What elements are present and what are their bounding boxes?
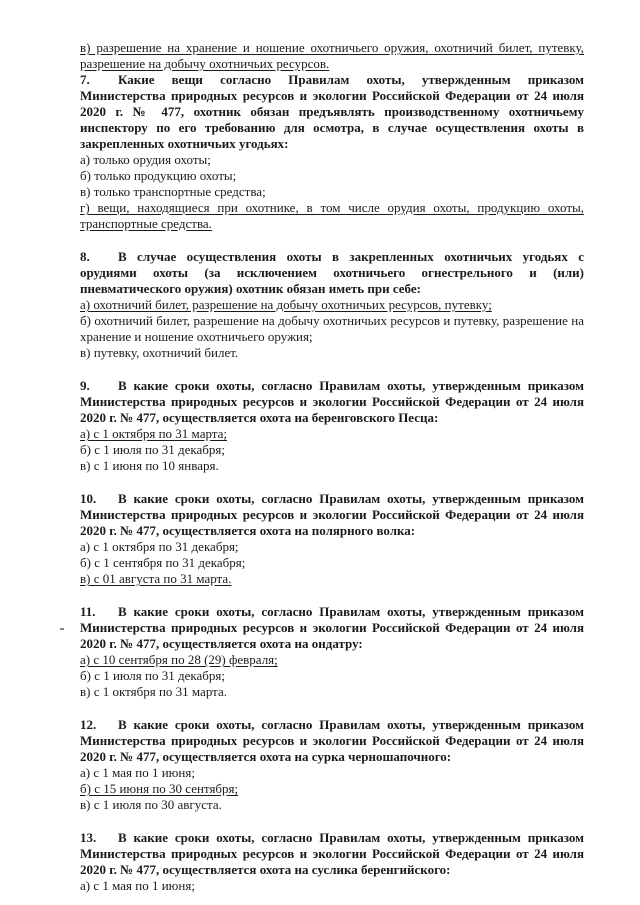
question-body: Какие вещи согласно Правилам охоты, утвержденным приказом Министерства природных ресурсов и экологии Российской Федерации от 24 июля 2020 г. № 477, охотник обязан предъявлять производственному охотничьему инспектору по его требованию для осмотра, в случае осуществления охоты в закрепленных охотничьих угодьях:	[80, 72, 584, 151]
answer-option: б) охотничий билет, разрешение на добычу охотничьих ресурсов и путевку, разрешение на хранение и ношение охотничьего оружия;	[80, 313, 584, 344]
answer-option: а) с 1 мая по 1 июня;	[80, 878, 195, 893]
answer-option-correct: г) вещи, находящиеся при охотнике, в том числе орудия охоты, продукцию охоты, транспортные средства.	[80, 200, 584, 231]
question-number: 10.	[80, 491, 97, 506]
question-number: 9.	[80, 378, 90, 393]
question-body: В какие сроки охоты, согласно Правилам охоты, утвержденным приказом Министерства природных ресурсов и экологии Российской Федерации от 24 июля 2020 г. № 477, осуществляется охота на беренговского Песца:	[80, 378, 584, 425]
question-body: В какие сроки охоты, согласно Правилам охоты, утвержденным приказом Министерства природных ресурсов и экологии Российской Федерации от 24 июля 2020 г. № 477, осуществляется охота на ондатру:	[80, 604, 584, 651]
answer-option-correct: б) с 15 июня по 30 сентября;	[80, 781, 239, 796]
intro-answer-continuation: в) разрешение на хранение и ношение охотничьего оружия, охотничий билет, путевку, разрешение на добычу охотничьих ресурсов.	[80, 40, 584, 71]
question-number: 12.	[80, 717, 97, 732]
scan-mark	[60, 628, 64, 630]
answer-option: а) только орудия охоты;	[80, 152, 211, 167]
answer-option: б) с 1 сентября по 31 декабря;	[80, 555, 246, 570]
answer-option-correct: а) с 1 октября по 31 марта;	[80, 426, 228, 441]
question-11	[80, 604, 584, 700]
question-number: 7.	[80, 72, 90, 87]
answer-option-correct: а) с 10 сентября по 28 (29) февраля;	[80, 652, 278, 667]
answer-option: б) с 1 июля по 31 декабря;	[80, 668, 225, 683]
question-list	[80, 72, 584, 894]
question-text	[80, 491, 584, 539]
question-number: 8.	[80, 249, 90, 264]
question-9	[80, 378, 584, 474]
answer-option: а) с 1 октября по 31 декабря;	[80, 539, 239, 554]
answer-option: б) только продукцию охоты;	[80, 168, 237, 183]
question-text	[80, 830, 584, 878]
answer-option: в) только транспортные средства;	[80, 184, 266, 199]
question-10	[80, 491, 584, 587]
question-number: 13.	[80, 830, 97, 845]
answer-option: в) путевку, охотничий билет.	[80, 345, 239, 360]
question-text	[80, 249, 584, 297]
answer-option: а) с 1 мая по 1 июня;	[80, 765, 195, 780]
question-text	[80, 604, 584, 652]
question-number: 11.	[80, 604, 96, 619]
answer-option-correct: в) с 01 августа по 31 марта.	[80, 571, 232, 586]
question-8	[80, 249, 584, 361]
question-13	[80, 830, 584, 894]
question-text	[80, 378, 584, 426]
question-body: В какие сроки охоты, согласно Правилам охоты, утвержденным приказом Министерства природных ресурсов и экологии Российской Федерации от 24 июля 2020 г. № 477, осуществляется охота на сурка черношапочного:	[80, 717, 584, 764]
question-7	[80, 72, 584, 232]
answer-option: б) с 1 июля по 31 декабря;	[80, 442, 225, 457]
question-text	[80, 717, 584, 765]
question-body: В какие сроки охоты, согласно Правилам охоты, утвержденным приказом Министерства природных ресурсов и экологии Российской Федерации от 24 июля 2020 г. № 477, осуществляется охота на полярного волка:	[80, 491, 584, 538]
question-body: В случае осуществления охоты в закрепленных охотничьих угодьях с орудиями охоты (за исключением охотничьего огнестрельного и (или) пневматического оружия) охотник обязан иметь при себе:	[80, 249, 584, 296]
question-text	[80, 72, 584, 152]
question-body: В какие сроки охоты, согласно Правилам охоты, утвержденным приказом Министерства природных ресурсов и экологии Российской Федерации от 24 июля 2020 г. № 477, осуществляется охота на суслика беренгийского:	[80, 830, 584, 877]
answer-option: в) с 1 октября по 31 марта.	[80, 684, 228, 699]
answer-option: в) с 1 июня по 10 января.	[80, 458, 219, 473]
answer-option: в) с 1 июля по 30 августа.	[80, 797, 222, 812]
answer-option-correct: а) охотничий билет, разрешение на добычу охотничьих ресурсов, путевку;	[80, 297, 492, 312]
question-12	[80, 717, 584, 813]
